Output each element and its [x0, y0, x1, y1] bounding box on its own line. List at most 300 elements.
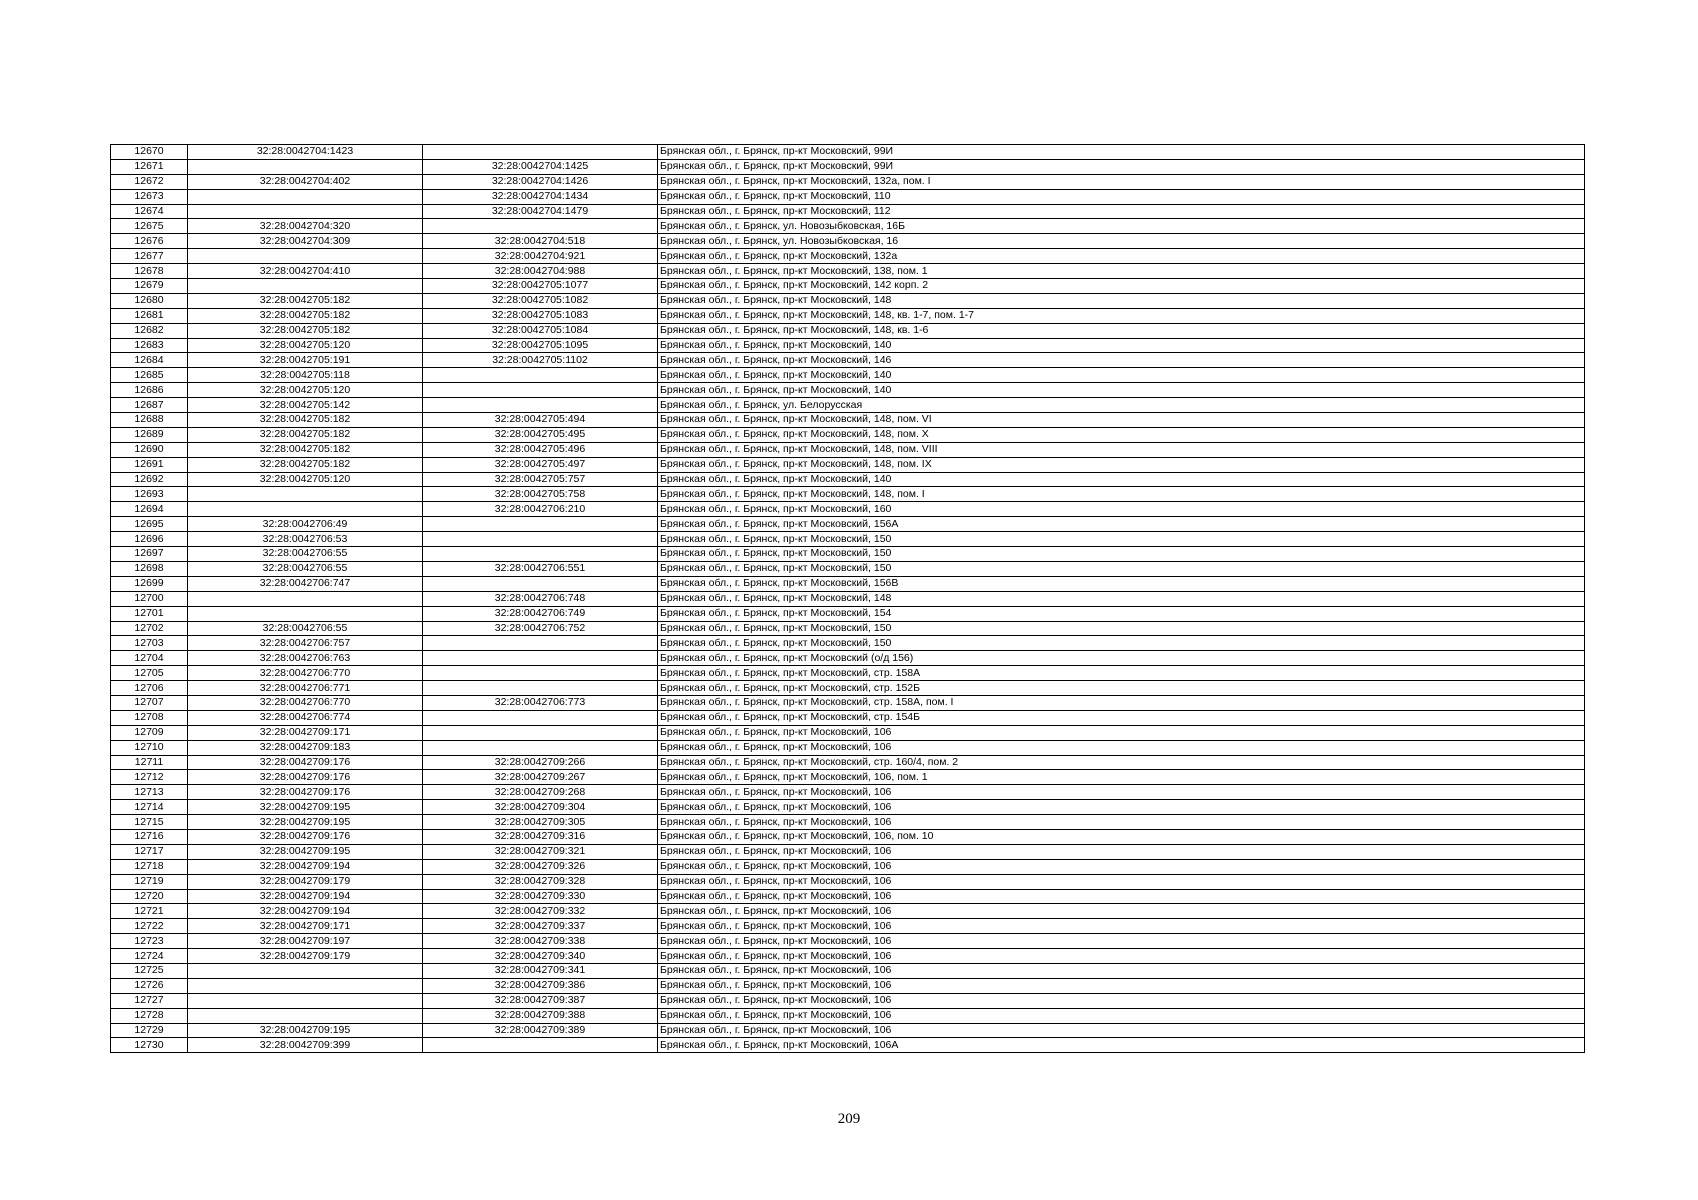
row-number-cell: 12675: [111, 219, 188, 234]
address-cell: Брянская обл., г. Брянск, пр-кт Московский, 150: [658, 621, 1585, 636]
object-number-cell: 32:28:0042705:1082: [423, 293, 658, 308]
address-cell: Брянская обл., г. Брянск, пр-кт Московский (о/д 156): [658, 651, 1585, 666]
parcel-number-cell: 32:28:0042705:182: [188, 442, 423, 457]
parcel-number-cell: 32:28:0042709:195: [188, 844, 423, 859]
address-cell: Брянская обл., г. Брянск, пр-кт Московский, стр. 154Б: [658, 710, 1585, 725]
row-number-cell: 12696: [111, 532, 188, 547]
cadastral-table: [110, 144, 1585, 1053]
table-row: [111, 829, 1585, 844]
address-cell: Брянская обл., г. Брянск, пр-кт Московский, 148, кв. 1-6: [658, 323, 1585, 338]
address-cell: Брянская обл., г. Брянск, пр-кт Московский, 112: [658, 204, 1585, 219]
row-number-cell: 12671: [111, 159, 188, 174]
parcel-number-cell: 32:28:0042706:747: [188, 576, 423, 591]
address-cell: Брянская обл., г. Брянск, пр-кт Московский, 148: [658, 591, 1585, 606]
row-number-cell: 12717: [111, 844, 188, 859]
table-row: [111, 383, 1585, 398]
parcel-number-cell: 32:28:0042709:194: [188, 889, 423, 904]
parcel-number-cell: [188, 502, 423, 517]
address-cell: Брянская обл., г. Брянск, пр-кт Московский, 148, пом. X: [658, 427, 1585, 442]
row-number-cell: 12716: [111, 829, 188, 844]
parcel-number-cell: 32:28:0042706:757: [188, 636, 423, 651]
parcel-number-cell: 32:28:0042709:183: [188, 740, 423, 755]
table-row: [111, 710, 1585, 725]
address-cell: Брянская обл., г. Брянск, пр-кт Московский, 106: [658, 740, 1585, 755]
object-number-cell: 32:28:0042709:341: [423, 963, 658, 978]
parcel-number-cell: 32:28:0042709:195: [188, 815, 423, 830]
address-cell: Брянская обл., г. Брянск, пр-кт Московский, 140: [658, 338, 1585, 353]
object-number-cell: 32:28:0042709:388: [423, 1008, 658, 1023]
table-row: [111, 1008, 1585, 1023]
table-row: [111, 844, 1585, 859]
object-number-cell: [423, 517, 658, 532]
row-number-cell: 12705: [111, 666, 188, 681]
object-number-cell: 32:28:0042706:748: [423, 591, 658, 606]
row-number-cell: 12682: [111, 323, 188, 338]
row-number-cell: 12693: [111, 487, 188, 502]
parcel-number-cell: 32:28:0042706:770: [188, 666, 423, 681]
object-number-cell: 32:28:0042704:1479: [423, 204, 658, 219]
parcel-number-cell: 32:28:0042706:53: [188, 532, 423, 547]
table-row: [111, 442, 1585, 457]
parcel-number-cell: [188, 606, 423, 621]
address-cell: Брянская обл., г. Брянск, пр-кт Московский, 148, пом. VI: [658, 413, 1585, 428]
table-row: [111, 368, 1585, 383]
row-number-cell: 12718: [111, 859, 188, 874]
table-row: [111, 204, 1585, 219]
table-row: [111, 978, 1585, 993]
parcel-number-cell: 32:28:0042705:182: [188, 308, 423, 323]
row-number-cell: 12714: [111, 800, 188, 815]
object-number-cell: 32:28:0042705:1077: [423, 279, 658, 294]
object-number-cell: 32:28:0042705:1095: [423, 338, 658, 353]
row-number-cell: 12721: [111, 904, 188, 919]
parcel-number-cell: 32:28:0042709:197: [188, 934, 423, 949]
address-cell: Брянская обл., г. Брянск, пр-кт Московский, 156В: [658, 576, 1585, 591]
object-number-cell: 32:28:0042704:921: [423, 249, 658, 264]
table-row: [111, 1023, 1585, 1038]
object-number-cell: 32:28:0042709:305: [423, 815, 658, 830]
table-row: [111, 457, 1585, 472]
object-number-cell: [423, 368, 658, 383]
address-cell: Брянская обл., г. Брянск, пр-кт Московский, 106: [658, 725, 1585, 740]
parcel-number-cell: 32:28:0042709:176: [188, 770, 423, 785]
object-number-cell: [423, 636, 658, 651]
parcel-number-cell: 32:28:0042706:55: [188, 621, 423, 636]
table-row: [111, 561, 1585, 576]
address-cell: Брянская обл., г. Брянск, пр-кт Московский, 106: [658, 919, 1585, 934]
parcel-number-cell: 32:28:0042705:182: [188, 413, 423, 428]
parcel-number-cell: 32:28:0042709:171: [188, 919, 423, 934]
row-number-cell: 12709: [111, 725, 188, 740]
object-number-cell: 32:28:0042709:316: [423, 829, 658, 844]
row-number-cell: 12704: [111, 651, 188, 666]
parcel-number-cell: 32:28:0042709:176: [188, 829, 423, 844]
table-row: [111, 353, 1585, 368]
parcel-number-cell: 32:28:0042705:182: [188, 323, 423, 338]
table-row: [111, 889, 1585, 904]
table-row: [111, 159, 1585, 174]
object-number-cell: 32:28:0042704:518: [423, 234, 658, 249]
address-cell: Брянская обл., г. Брянск, пр-кт Московский, 110: [658, 189, 1585, 204]
object-number-cell: [423, 547, 658, 562]
row-number-cell: 12729: [111, 1023, 188, 1038]
address-cell: Брянская обл., г. Брянск, пр-кт Московский, стр. 158А: [658, 666, 1585, 681]
address-cell: Брянская обл., г. Брянск, пр-кт Московский, 106А: [658, 1038, 1585, 1053]
object-number-cell: 32:28:0042709:337: [423, 919, 658, 934]
object-number-cell: [423, 651, 658, 666]
parcel-number-cell: 32:28:0042709:179: [188, 874, 423, 889]
table-row: [111, 740, 1585, 755]
object-number-cell: [423, 219, 658, 234]
address-cell: Брянская обл., г. Брянск, пр-кт Московский, 106: [658, 800, 1585, 815]
table-row: [111, 532, 1585, 547]
address-cell: Брянская обл., г. Брянск, пр-кт Московский, 106: [658, 1008, 1585, 1023]
table-row: [111, 427, 1585, 442]
parcel-number-cell: 32:28:0042706:774: [188, 710, 423, 725]
row-number-cell: 12686: [111, 383, 188, 398]
row-number-cell: 12673: [111, 189, 188, 204]
address-cell: Брянская обл., г. Брянск, пр-кт Московский, стр. 158А, пом. I: [658, 695, 1585, 710]
table-row: [111, 338, 1585, 353]
address-cell: Брянская обл., г. Брянск, пр-кт Московский, 140: [658, 383, 1585, 398]
row-number-cell: 12720: [111, 889, 188, 904]
address-cell: Брянская обл., г. Брянск, пр-кт Московский, 148, пом. I: [658, 487, 1585, 502]
parcel-number-cell: 32:28:0042706:770: [188, 695, 423, 710]
object-number-cell: 32:28:0042706:773: [423, 695, 658, 710]
row-number-cell: 12672: [111, 174, 188, 189]
table-row: [111, 963, 1585, 978]
table-row: [111, 874, 1585, 889]
parcel-number-cell: 32:28:0042709:179: [188, 949, 423, 964]
row-number-cell: 12689: [111, 427, 188, 442]
table-row: [111, 636, 1585, 651]
address-cell: Брянская обл., г. Брянск, пр-кт Московский, 106: [658, 934, 1585, 949]
row-number-cell: 12726: [111, 978, 188, 993]
address-cell: Брянская обл., г. Брянск, пр-кт Московский, 150: [658, 561, 1585, 576]
row-number-cell: 12712: [111, 770, 188, 785]
object-number-cell: 32:28:0042705:497: [423, 457, 658, 472]
row-number-cell: 12678: [111, 264, 188, 279]
address-cell: Брянская обл., г. Брянск, пр-кт Московский, 148, пом. IX: [658, 457, 1585, 472]
object-number-cell: 32:28:0042709:266: [423, 755, 658, 770]
parcel-number-cell: 32:28:0042706:55: [188, 561, 423, 576]
table-row: [111, 234, 1585, 249]
address-cell: Брянская обл., г. Брянск, пр-кт Московский, 106, пом. 10: [658, 829, 1585, 844]
address-cell: Брянская обл., г. Брянск, пр-кт Московский, 148, кв. 1-7, пом. 1-7: [658, 308, 1585, 323]
row-number-cell: 12719: [111, 874, 188, 889]
address-cell: Брянская обл., г. Брянск, пр-кт Московский, 160: [658, 502, 1585, 517]
row-number-cell: 12710: [111, 740, 188, 755]
row-number-cell: 12680: [111, 293, 188, 308]
address-cell: Брянская обл., г. Брянск, пр-кт Московский, 132а, пом. I: [658, 174, 1585, 189]
parcel-number-cell: 32:28:0042706:771: [188, 681, 423, 696]
address-cell: Брянская обл., г. Брянск, пр-кт Московский, 106: [658, 963, 1585, 978]
object-number-cell: [423, 383, 658, 398]
parcel-number-cell: 32:28:0042705:142: [188, 398, 423, 413]
object-number-cell: 32:28:0042705:758: [423, 487, 658, 502]
row-number-cell: 12692: [111, 472, 188, 487]
parcel-number-cell: [188, 204, 423, 219]
table-row: [111, 145, 1585, 160]
parcel-number-cell: 32:28:0042705:182: [188, 293, 423, 308]
parcel-number-cell: 32:28:0042704:402: [188, 174, 423, 189]
parcel-number-cell: 32:28:0042704:410: [188, 264, 423, 279]
table-row: [111, 904, 1585, 919]
table-row: [111, 591, 1585, 606]
object-number-cell: [423, 1038, 658, 1053]
address-cell: Брянская обл., г. Брянск, пр-кт Московский, 99И: [658, 145, 1585, 160]
address-cell: Брянская обл., г. Брянск, пр-кт Московский, 99И: [658, 159, 1585, 174]
object-number-cell: 32:28:0042705:496: [423, 442, 658, 457]
address-cell: Брянская обл., г. Брянск, пр-кт Московский, 106, пом. 1: [658, 770, 1585, 785]
row-number-cell: 12724: [111, 949, 188, 964]
address-cell: Брянская обл., г. Брянск, ул. Белорусская: [658, 398, 1585, 413]
object-number-cell: 32:28:0042709:387: [423, 993, 658, 1008]
table-row: [111, 621, 1585, 636]
object-number-cell: 32:28:0042706:210: [423, 502, 658, 517]
row-number-cell: 12674: [111, 204, 188, 219]
address-cell: Брянская обл., г. Брянск, пр-кт Московский, 138, пом. 1: [658, 264, 1585, 279]
address-cell: Брянская обл., г. Брянск, пр-кт Московский, 132а: [658, 249, 1585, 264]
object-number-cell: [423, 576, 658, 591]
parcel-number-cell: 32:28:0042705:182: [188, 427, 423, 442]
address-cell: Брянская обл., г. Брянск, пр-кт Московский, 106: [658, 844, 1585, 859]
table-row: [111, 189, 1585, 204]
row-number-cell: 12698: [111, 561, 188, 576]
object-number-cell: [423, 740, 658, 755]
row-number-cell: 12728: [111, 1008, 188, 1023]
parcel-number-cell: 32:28:0042705:120: [188, 383, 423, 398]
parcel-number-cell: 32:28:0042704:309: [188, 234, 423, 249]
table-row: [111, 949, 1585, 964]
row-number-cell: 12727: [111, 993, 188, 1008]
object-number-cell: 32:28:0042709:304: [423, 800, 658, 815]
address-cell: Брянская обл., г. Брянск, пр-кт Московский, стр. 160/4, пом. 2: [658, 755, 1585, 770]
object-number-cell: 32:28:0042706:752: [423, 621, 658, 636]
parcel-number-cell: 32:28:0042705:191: [188, 353, 423, 368]
object-number-cell: [423, 145, 658, 160]
object-number-cell: 32:28:0042709:267: [423, 770, 658, 785]
table-row: [111, 666, 1585, 681]
parcel-number-cell: 32:28:0042709:195: [188, 800, 423, 815]
object-number-cell: 32:28:0042706:749: [423, 606, 658, 621]
parcel-number-cell: 32:28:0042709:194: [188, 904, 423, 919]
row-number-cell: 12676: [111, 234, 188, 249]
object-number-cell: [423, 725, 658, 740]
table-row: [111, 681, 1585, 696]
row-number-cell: 12722: [111, 919, 188, 934]
parcel-number-cell: [188, 189, 423, 204]
parcel-number-cell: [188, 993, 423, 1008]
parcel-number-cell: [188, 249, 423, 264]
object-number-cell: 32:28:0042709:330: [423, 889, 658, 904]
row-number-cell: 12691: [111, 457, 188, 472]
object-number-cell: 32:28:0042709:321: [423, 844, 658, 859]
address-cell: Брянская обл., г. Брянск, пр-кт Московский, 106: [658, 785, 1585, 800]
object-number-cell: 32:28:0042709:268: [423, 785, 658, 800]
row-number-cell: 12708: [111, 710, 188, 725]
address-cell: Брянская обл., г. Брянск, ул. Новозыбковская, 16: [658, 234, 1585, 249]
table-row: [111, 576, 1585, 591]
object-number-cell: 32:28:0042709:340: [423, 949, 658, 964]
page-number: 209: [837, 1111, 861, 1127]
table-row: [111, 502, 1585, 517]
row-number-cell: 12683: [111, 338, 188, 353]
table-row: [111, 472, 1585, 487]
object-number-cell: 32:28:0042705:1102: [423, 353, 658, 368]
row-number-cell: 12688: [111, 413, 188, 428]
address-cell: Брянская обл., г. Брянск, пр-кт Московский, 154: [658, 606, 1585, 621]
address-cell: Брянская обл., г. Брянск, пр-кт Московский, 106: [658, 993, 1585, 1008]
row-number-cell: 12677: [111, 249, 188, 264]
address-cell: Брянская обл., г. Брянск, пр-кт Московский, 106: [658, 889, 1585, 904]
object-number-cell: 32:28:0042709:389: [423, 1023, 658, 1038]
table-row: [111, 174, 1585, 189]
row-number-cell: 12730: [111, 1038, 188, 1053]
address-cell: Брянская обл., г. Брянск, пр-кт Московский, 140: [658, 472, 1585, 487]
object-number-cell: [423, 666, 658, 681]
row-number-cell: 12685: [111, 368, 188, 383]
table-row: [111, 993, 1585, 1008]
table-row: [111, 547, 1585, 562]
object-number-cell: 32:28:0042705:494: [423, 413, 658, 428]
object-number-cell: 32:28:0042705:1084: [423, 323, 658, 338]
row-number-cell: 12701: [111, 606, 188, 621]
address-cell: Брянская обл., г. Брянск, пр-кт Московский, 106: [658, 815, 1585, 830]
parcel-number-cell: [188, 279, 423, 294]
table-row: [111, 398, 1585, 413]
object-number-cell: [423, 710, 658, 725]
table-row: [111, 487, 1585, 502]
row-number-cell: 12725: [111, 963, 188, 978]
row-number-cell: 12703: [111, 636, 188, 651]
parcel-number-cell: 32:28:0042706:763: [188, 651, 423, 666]
parcel-number-cell: [188, 159, 423, 174]
table-row: [111, 413, 1585, 428]
table-row: [111, 725, 1585, 740]
table-row: [111, 695, 1585, 710]
table-row: [111, 919, 1585, 934]
address-cell: Брянская обл., г. Брянск, пр-кт Московский, стр. 152Б: [658, 681, 1585, 696]
address-cell: Брянская обл., г. Брянск, пр-кт Московский, 148: [658, 293, 1585, 308]
address-cell: Брянская обл., г. Брянск, пр-кт Московский, 140: [658, 368, 1585, 383]
address-cell: Брянская обл., г. Брянск, пр-кт Московский, 150: [658, 636, 1585, 651]
parcel-number-cell: 32:28:0042709:399: [188, 1038, 423, 1053]
table-row: [111, 785, 1585, 800]
table-row: [111, 934, 1585, 949]
object-number-cell: [423, 681, 658, 696]
object-number-cell: 32:28:0042705:1083: [423, 308, 658, 323]
address-cell: Брянская обл., г. Брянск, пр-кт Московский, 106: [658, 1023, 1585, 1038]
object-number-cell: 32:28:0042704:1425: [423, 159, 658, 174]
object-number-cell: [423, 532, 658, 547]
parcel-number-cell: 32:28:0042705:182: [188, 457, 423, 472]
row-number-cell: 12679: [111, 279, 188, 294]
parcel-number-cell: [188, 963, 423, 978]
row-number-cell: 12723: [111, 934, 188, 949]
address-cell: Брянская обл., г. Брянск, пр-кт Московский, 148, пом. VIII: [658, 442, 1585, 457]
address-cell: Брянская обл., г. Брянск, пр-кт Московский, 106: [658, 978, 1585, 993]
object-number-cell: 32:28:0042709:386: [423, 978, 658, 993]
row-number-cell: 12702: [111, 621, 188, 636]
object-number-cell: 32:28:0042704:1434: [423, 189, 658, 204]
row-number-cell: 12681: [111, 308, 188, 323]
address-cell: Брянская обл., г. Брянск, пр-кт Московский, 150: [658, 547, 1585, 562]
table-row: [111, 770, 1585, 785]
row-number-cell: 12694: [111, 502, 188, 517]
address-cell: Брянская обл., г. Брянск, пр-кт Московский, 142 корп. 2: [658, 279, 1585, 294]
row-number-cell: 12715: [111, 815, 188, 830]
row-number-cell: 12695: [111, 517, 188, 532]
row-number-cell: 12687: [111, 398, 188, 413]
object-number-cell: 32:28:0042709:326: [423, 859, 658, 874]
address-cell: Брянская обл., г. Брянск, пр-кт Московский, 106: [658, 859, 1585, 874]
parcel-number-cell: 32:28:0042706:55: [188, 547, 423, 562]
parcel-number-cell: 32:28:0042705:118: [188, 368, 423, 383]
parcel-number-cell: 32:28:0042705:120: [188, 338, 423, 353]
object-number-cell: 32:28:0042709:328: [423, 874, 658, 889]
parcel-number-cell: 32:28:0042709:195: [188, 1023, 423, 1038]
address-cell: Брянская обл., г. Брянск, пр-кт Московский, 106: [658, 904, 1585, 919]
row-number-cell: 12700: [111, 591, 188, 606]
address-cell: Брянская обл., г. Брянск, пр-кт Московский, 150: [658, 532, 1585, 547]
parcel-number-cell: 32:28:0042705:120: [188, 472, 423, 487]
object-number-cell: 32:28:0042704:1426: [423, 174, 658, 189]
table-row: [111, 264, 1585, 279]
parcel-number-cell: 32:28:0042704:1423: [188, 145, 423, 160]
parcel-number-cell: 32:28:0042706:49: [188, 517, 423, 532]
table-row: [111, 249, 1585, 264]
table-row: [111, 279, 1585, 294]
table-row: [111, 859, 1585, 874]
row-number-cell: 12706: [111, 681, 188, 696]
object-number-cell: 32:28:0042705:757: [423, 472, 658, 487]
object-number-cell: 32:28:0042706:551: [423, 561, 658, 576]
parcel-number-cell: 32:28:0042704:320: [188, 219, 423, 234]
table-row: [111, 800, 1585, 815]
address-cell: Брянская обл., г. Брянск, пр-кт Московский, 156А: [658, 517, 1585, 532]
parcel-number-cell: 32:28:0042709:171: [188, 725, 423, 740]
table-row: [111, 308, 1585, 323]
object-number-cell: 32:28:0042709:338: [423, 934, 658, 949]
parcel-number-cell: [188, 1008, 423, 1023]
table-row: [111, 606, 1585, 621]
table-row: [111, 755, 1585, 770]
address-cell: Брянская обл., г. Брянск, пр-кт Московский, 146: [658, 353, 1585, 368]
table-row: [111, 651, 1585, 666]
parcel-number-cell: [188, 591, 423, 606]
row-number-cell: 12713: [111, 785, 188, 800]
parcel-number-cell: [188, 978, 423, 993]
table-row: [111, 815, 1585, 830]
parcel-number-cell: 32:28:0042709:176: [188, 785, 423, 800]
row-number-cell: 12684: [111, 353, 188, 368]
row-number-cell: 12699: [111, 576, 188, 591]
table-row: [111, 293, 1585, 308]
object-number-cell: [423, 398, 658, 413]
parcel-number-cell: [188, 487, 423, 502]
parcel-number-cell: 32:28:0042709:194: [188, 859, 423, 874]
row-number-cell: 12690: [111, 442, 188, 457]
row-number-cell: 12670: [111, 145, 188, 160]
address-cell: Брянская обл., г. Брянск, ул. Новозыбковская, 16Б: [658, 219, 1585, 234]
object-number-cell: 32:28:0042705:495: [423, 427, 658, 442]
address-cell: Брянская обл., г. Брянск, пр-кт Московский, 106: [658, 874, 1585, 889]
table-row: [111, 219, 1585, 234]
object-number-cell: 32:28:0042709:332: [423, 904, 658, 919]
parcel-number-cell: 32:28:0042709:176: [188, 755, 423, 770]
row-number-cell: 12697: [111, 547, 188, 562]
